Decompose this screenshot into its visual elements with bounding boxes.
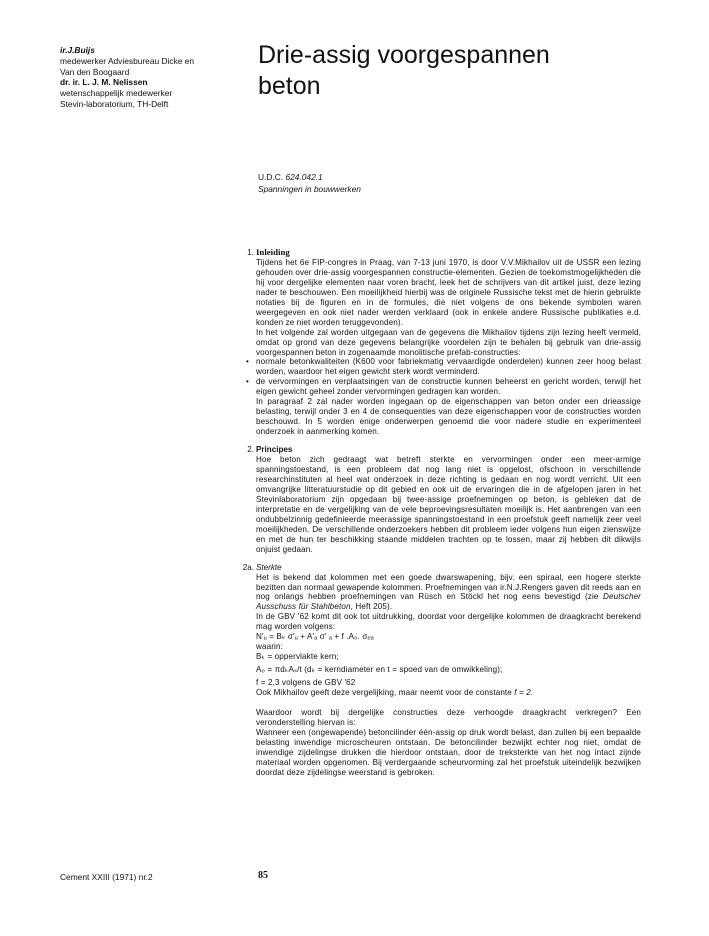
section-1 [232, 248, 641, 437]
section-heading: Inleiding [256, 247, 290, 257]
section-number: 2a. [242, 562, 254, 572]
formula-waarin: waarin: [256, 642, 283, 652]
bullet-item: • de vervormingen en verplaatsingen van de constructie kunnen beheerst en gericht worden, terwijl het eigen gewicht geheel zonder vervormingen gedragen kan worden. [246, 377, 641, 397]
paragraph: Ook Mikhailov geeft deze vergelijking, maar neemt voor de constante f = 2. [256, 688, 534, 698]
section-number: 2. [247, 445, 254, 455]
article-title [258, 40, 678, 102]
paragraph: Wanneer een (ongewapende) betoncilinder één-assig op druk wordt belast, dan zullen bij een bepaalde belasting inwendige microscheuren ontstaan. De betoncilinder bezwijkt echter nog niet, omdat de inwendige zijdelingse drukken die hierdoor ontstaan, door de treksterkte van het nog intact zijnde materiaal worden opgenomen. Bij verdergaande scheurvorming zal het proefstuk uiteindelijk bezwijken doordat deze zijdelingse weerstand is gebroken. [256, 727, 641, 777]
paragraph: Het is bekend dat kolommen met een goede dwarswapening, bijv. een spiraal, een hogere sterkte bezitten dan normaal gewapende kolommen. Proefnemingen van ir.N.J.Rengers gaven dit reeds aan en nog onlangs hebben proefnemingen van Rüsch en Stöckl het nog eens bevestigd (zie Deutscher Ausschuss für Stahlbeton, Heft 205). [256, 572, 641, 612]
paragraph: Waardoor wordt bij dergelijke constructies deze verhoogde draagkracht verkregen? Een veronderstelling hiervan is: [256, 707, 641, 727]
paragraph: In het volgende zal worden uitgegaan van de gegevens die Mikhailov tijdens zijn lezing heeft vermeld, omdat op grond van deze gegevens belangrijke voordelen zijn te behalen bij gebruik van drie-assig voorgespannen beton in zogenaamde monolitische prefab-constructies: [256, 327, 641, 357]
paragraph: In paragraaf 2 zal nader worden ingegaan op de eigenschappen van beton onder een drieassige belasting, terwijl onder 3 en 4 de consequenties van deze eigenschappen voor de constructies worden beschouwd. In 5 worden enige onderwerpen genoemd die voor nadere studie en experimenteel onderzoek in aanmerking komen. [256, 397, 641, 437]
paragraph: Tijdens het 6e FIP-congres in Praag, van 7-13 juni 1970, is door V.V.Mikhailov uit de USSR een lezing gehouden over drie-assig voorgespannen constructie-elementen. Gezien de toekomstmogelijkheden die hij voor dergelijke elementen naar voren bracht, leek het de schrijvers van dit artikel juist, deze lezing nader te beschouwen. Een moeilijkheid hierbij was de originele Russische tekst met de hierin gebruikte notaties bij de figuren en in de formules, die niet volgens de ons bekende symbolen waren weergegeven en ook niet nader werden verklaard (ook in enkele andere Russische publikaties e.d. konden ze niet worden teruggevonden). [256, 257, 641, 327]
author-name-2: dr. ir. L. J. M. Nelissen [60, 77, 148, 88]
udc-prefix: U.D.C. [258, 172, 284, 182]
section-2 [232, 445, 641, 554]
author-affiliation-2b: Stevin-laboratorium, TH-Delft [60, 98, 169, 109]
bullet-item: • normale betonkwaliteiten (K600 voor fabriekmatig vervaardigde onderdelen) kunnen zeer hoog belast worden, waardoor het eigen gewicht sterk wordt verminderd. [246, 357, 641, 377]
article-body [232, 248, 641, 778]
author-affiliation-1a: medewerker Adviesbureau Dicke en [60, 55, 195, 66]
udc-subject: Spanningen in bouwwerken [258, 183, 361, 194]
author-name-1: ir.J.Buijs [60, 45, 95, 55]
section-number: 1. [247, 248, 254, 257]
udc-code: 624.042.1 [285, 172, 323, 182]
author-affiliation-2a: wetenschappelijk medewerker [60, 88, 173, 99]
section-heading: Sterkte [256, 562, 282, 572]
article-title-line-1: Drie-assig voorgespannen [258, 41, 550, 69]
definition: Bₖ = oppervlakte kern; [256, 652, 339, 662]
section-heading: Principes [256, 445, 293, 455]
definition: A₀ = πdₖAₛ/t (dₖ = kerndiameter en t = spoed van de omwikkeling); [256, 665, 503, 675]
paragraph: Hoe beton zich gedraagt wat betreft sterkte en vervormingen onder een meer-armige spanningstoestand, is een probleem dat nog lang niet is opgelost, ofschoon in verschillende researchinstituten al heel wat onderzoek in deze richting is gedaan en nog wordt verricht. Uit een omvangrijke litteratuurstudie op dit gebied en ook uit de ervaringen die in de afgelopen jaren in het Stevinlaboratorium zijn opgedaan bij twee-assige proefnemingen op beton, is gebleken dat de interpretatie en de vergelijking van de vele beproevingsresultaten moeilijk is. Het aanbrengen van een ondubbelzinnig gedefinieerde meerassige spanningstoestand in een proefstuk geeft namelijk zeer veel moeilijkheden. De verschillende onderzoekers hebben dit probleem ieder volgens hun eigen zienswijze en met de hun ter beschikking staande middelen trachten op te lossen, maar zij hebben dit dikwijls onjuist gedaan. [256, 455, 641, 554]
page-number: 85 [258, 870, 268, 881]
author-block [60, 45, 230, 110]
bullet-icon: • [246, 357, 249, 367]
journal-footer: Cement XXIII (1971) nr.2 [60, 872, 153, 882]
udc-block [258, 172, 558, 195]
section-2a [232, 563, 641, 778]
formula: N'ᵤ = Bₖ σ'ᵤ + A'ₐ σ' ₐ + f .A₀. σₑₐ [256, 632, 374, 642]
paragraph: In de GBV '62 komt dit ook tot uitdrukking, doordat voor dergelijke kolommen de draagkracht berekend mag worden volgens: [256, 612, 641, 632]
definition: f = 2,3 volgens de GBV '62 [256, 678, 356, 688]
author-affiliation-1b: Van den Boogaard [60, 66, 130, 77]
bullet-icon: • [246, 377, 249, 387]
article-title-line-2: beton [258, 72, 321, 100]
